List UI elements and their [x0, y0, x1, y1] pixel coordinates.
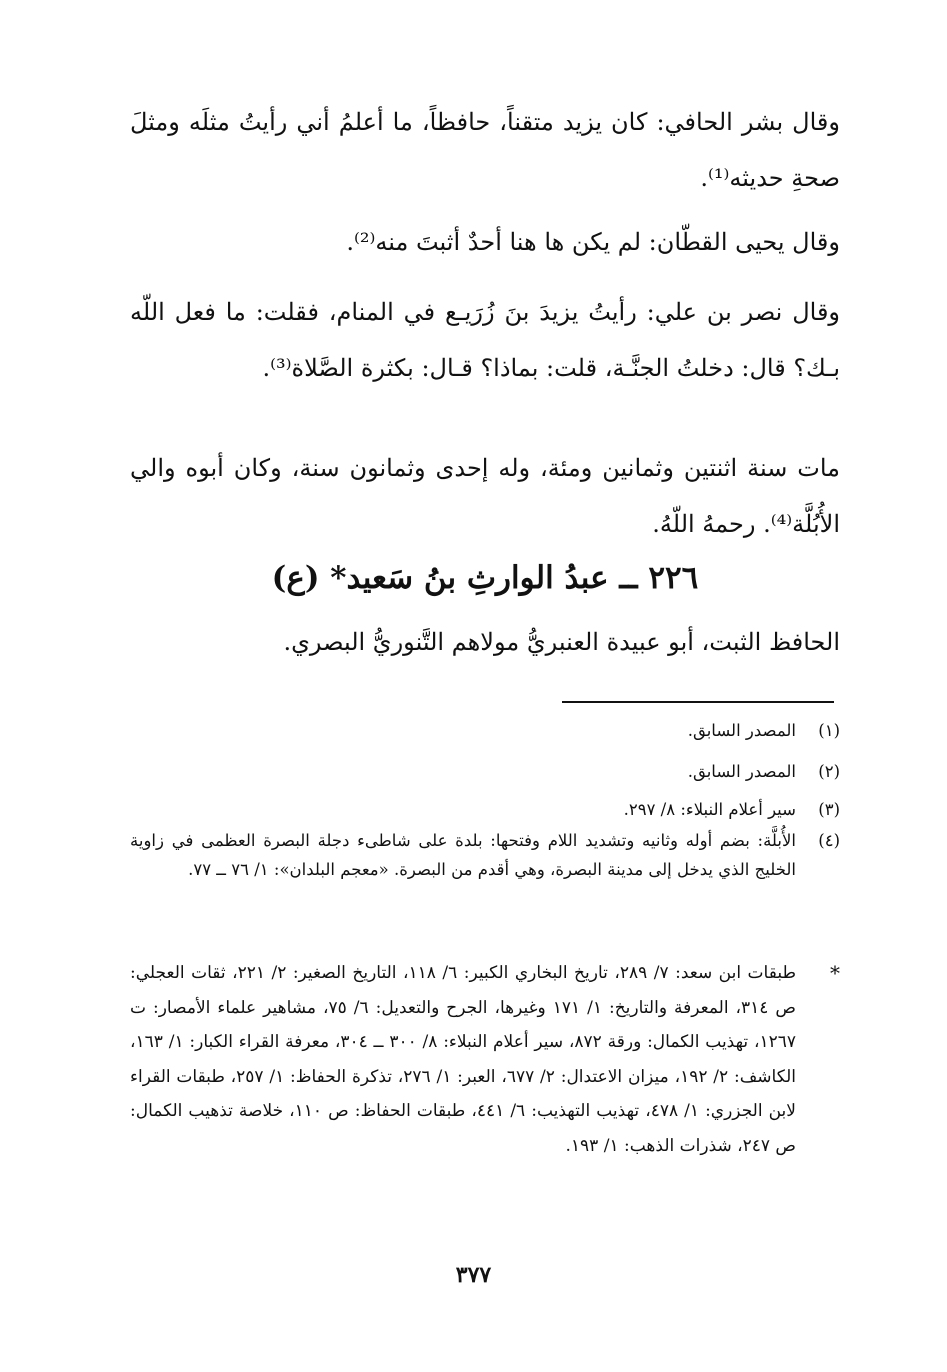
footnote-number: (٤): [818, 831, 840, 850]
asterisk-marker: *: [830, 961, 840, 985]
footnote-number: (١): [818, 721, 840, 740]
paragraph-yahya-alqattan: وقال يحيى القطّان: لم يكن ها هنا أحدٌ أثبتَ منه⁽²⁾.: [346, 228, 840, 256]
footnote: [130, 716, 840, 745]
footnote-text: الأُبلَّة: بضم أوله وثانيه وتشديد اللام وفتحها: بلدة على شاطىء دجلة البصرة العظمى في زاوية الخليج الذي يدخل إلى مدينة البصرة، وهي أقدم من البصرة. «معجم البلدان»: ١/ ٧٦ ــ ٧٧.: [130, 831, 796, 879]
paragraph-bishr-alhafi: وقال بشر الحافي: كان يزيد متقناً، حافظاً، ما أعلمُ أني رأيتُ مثلَه ومثلَ صحةِ حديثه⁽¹⁾.: [130, 108, 840, 192]
footnote-number: (٣): [818, 800, 840, 819]
footnote-divider: [562, 701, 834, 703]
footnote: [130, 826, 840, 884]
entry-intro: الحافظ الثبت، أبو عبيدة العنبريُّ مولاهم التَّنوريُّ البصري.: [283, 628, 840, 656]
footnote-text: المصدر السابق.: [687, 721, 796, 740]
sources-text: طبقات ابن سعد: ٧/ ٢٨٩، تاريخ البخاري الكبير: ٦/ ١١٨، التاريخ الصغير: ٢/ ٢٢١، ثقات العجلي: ص ٣١٤، المعرفة والتاريخ: ١/ ١٧١ وغيرها، الجرح والتعديل: ٦/ ٧٥، مشاهير علماء الأمصار: ت ١٢٦٧، تهذيب الكمال: ورقة ٨٧٢، سير أعلام النبلاء: ٨/ ٣٠٠ ــ ٣٠٤، معرفة القراء الكبار: ١/ ١٦٣، الكاشف: ٢/ ١٩٢، ميزان الاعتدال: ٢/ ٦٧٧، العبر: ١/ ٢٧٦، تذكرة الحفاظ: ١/ ٢٥٧، طبقات القراء لابن الجزري: ١/ ٤٧٨، تهذيب التهذيب: ٦/ ٤٤١، طبقات الحفاظ: ص ١١٠، خلاصة تذهيب الكمال: ص ٢٤٧، شذرات الذهب: ١/ ١٩٣.: [130, 963, 797, 1156]
paragraph-death-date: مات سنة اثنتين وثمانين ومئة، وله إحدى وثمانون سنة، وكان أبوه والي الأُبُلَّة⁽⁴⁾. رحمهُ اللّهُ.: [130, 454, 840, 538]
footnote-text: سير أعلام النبلاء: ٨/ ٢٩٧.: [623, 800, 796, 819]
footnote: [130, 795, 840, 824]
footnote: [130, 757, 840, 786]
entry-title: ٢٢٦ ــ عبدُ الوارثِ بنُ سَعيد* (ع): [271, 560, 699, 596]
footnote-text: المصدر السابق.: [687, 762, 796, 781]
sources-footnote: [130, 956, 840, 1163]
paragraph-nasr-bin-ali: وقال نصر بن علي: رأيتُ يزيدَ بنَ زُرَيـع في المنام، فقلت: ما فعل اللّه بـك؟ قال: دخلتُ الجنَّـة، قلت: بماذا؟ قـال: بكثرة الصَّلاة⁽³⁾.: [130, 298, 840, 382]
page-number: ٣٧٧: [455, 1262, 492, 1288]
footnote-number: (٢): [818, 762, 840, 781]
